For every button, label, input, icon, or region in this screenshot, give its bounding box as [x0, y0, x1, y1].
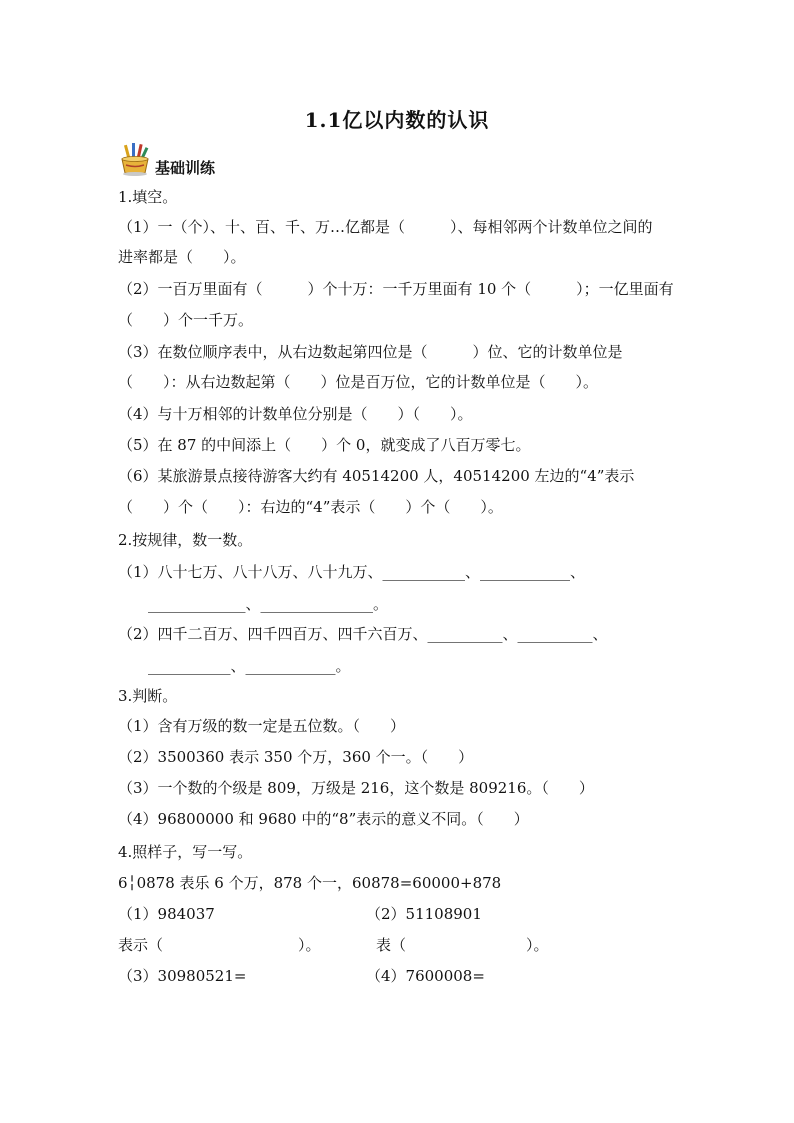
q3-line-1: （1）含有万级的数一定是五位数。（ ） — [118, 717, 406, 735]
q1-line-3: （2）一百万里面有（ ）个十万：一千万里面有 10 个（ ）；一亿里面有 — [118, 280, 674, 298]
q1-line-1: （1）一（个）、十、百、千、万…亿都是（ ）、每相邻两个计数单位之间的 — [118, 218, 653, 236]
q2-line-3: （2）四千二百万、四千四百万、四千六百万、__________、__________、 — [118, 625, 608, 643]
q4-item-2: （2）51108901 — [366, 905, 482, 923]
q2-line-4: ___________、____________。 — [118, 657, 351, 675]
q3-line-3: （3）一个数的个级是 809，万级是 216，这个数是 809216。（ ） — [118, 779, 594, 797]
q1-line-8: （5）在 87 的中间添上（ ）个 0，就变成了八百万零七。 — [118, 436, 531, 454]
q3-line-4: （4）96800000 和 9680 中的“8”表示的意义不同。（ ） — [118, 810, 529, 828]
q1-heading: 1.填空。 — [118, 188, 178, 206]
page-title: 1.1亿以内数的认识 — [304, 108, 490, 132]
q1-line-6: （ ）：从右边数起第（ ）位是百万位，它的计数单位是（ ）。 — [118, 373, 599, 391]
q1-line-7: （4）与十万相邻的计数单位分别是（ ）（ ）。 — [118, 405, 473, 423]
pencil-cup-icon — [118, 143, 154, 177]
section-header-label: 基础训练 — [155, 159, 216, 177]
q4-heading: 4.照样子，写一写。 — [118, 843, 253, 861]
q3-line-2: （2）3500360 表示 350 个万，360 个一。（ ） — [118, 748, 474, 766]
q4-example: 6╎0878 表乐 6 个万，878 个一，60878=60000+878 — [118, 874, 502, 892]
q4-item-4: （4）7600008= — [366, 967, 485, 985]
q1-line-4: （ ）个一千万。 — [118, 311, 254, 329]
q4-answer-1: 表示（ ）。 — [118, 936, 321, 954]
q3-heading: 3.判断。 — [118, 687, 178, 705]
q4-item-3: （3）30980521= — [118, 967, 247, 985]
q4-answer-2: 表（ ）。 — [376, 936, 549, 954]
q1-line-10: （ ）个（ ）：右边的“4”表示（ ）个（ ）。 — [118, 498, 503, 516]
q2-line-2: _____________、_______________。 — [118, 595, 389, 613]
q1-line-9: （6）某旅游景点接待游客大约有 40514200 人，40514200 左边的“4”表示 — [118, 467, 635, 485]
q1-line-5: （3）在数位顺序表中，从右边数起第四位是（ ）位、它的计数单位是 — [118, 343, 623, 361]
q1-line-2: 进率都是（ ）。 — [118, 248, 246, 266]
q2-heading: 2.按规律，数一数。 — [118, 531, 253, 549]
q2-line-1: （1）八十七万、八十八万、八十九万、___________、____________、 — [118, 563, 586, 581]
q4-item-1: （1）984037 — [118, 905, 215, 923]
